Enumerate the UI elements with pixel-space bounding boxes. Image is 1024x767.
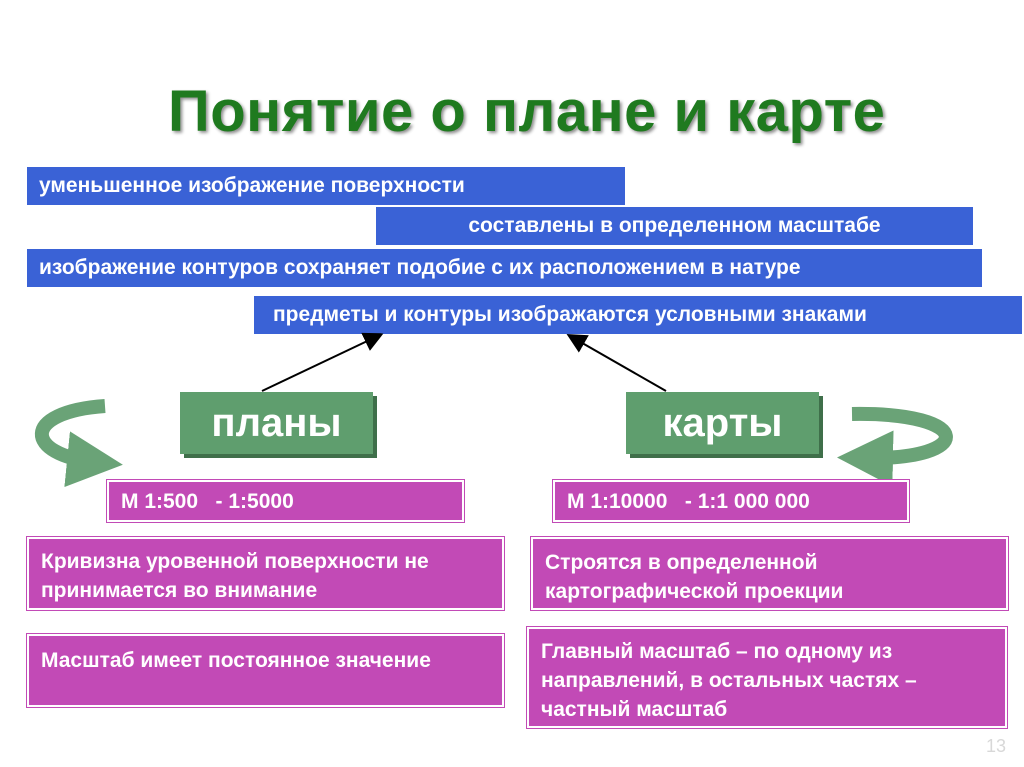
plans-label: планы	[211, 400, 342, 445]
definition-text: составлены в определенном масштабе	[468, 214, 881, 237]
maps-label-box	[626, 392, 819, 454]
right-curved-arrow-icon	[852, 414, 946, 458]
definition-text: предметы и контуры изображаются условными знаками	[273, 303, 867, 326]
definition-text: уменьшенное изображение поверхности	[39, 174, 465, 197]
plans-scale-box	[107, 480, 464, 522]
plans-property-2	[27, 634, 504, 707]
plans-label-box	[180, 392, 373, 454]
maps-label: карты	[662, 400, 783, 445]
maps-scale-box	[553, 480, 909, 522]
property-text: Строятся в определенной картографической проекции	[545, 551, 844, 603]
page-number: 13	[985, 736, 1006, 756]
property-text: Кривизна уровенной поверхности не принимается во внимание	[41, 550, 429, 602]
maps-arrow	[570, 336, 666, 391]
property-text: Масштаб имеет постоянное значение	[41, 649, 431, 672]
maps-scale: М 1:10000 - 1:1 000 000	[567, 489, 810, 513]
maps-property-1	[531, 537, 1008, 610]
left-curved-arrow-icon	[42, 406, 105, 462]
property-text: Главный масштаб – по одному из направлений, в остальных частях – частный масштаб	[541, 640, 917, 721]
definition-text: изображение контуров сохраняет подобие с их расположением в натуре	[39, 256, 801, 279]
slide-title: Понятие о плане и карте	[168, 79, 886, 144]
plans-scale: М 1:500 - 1:5000	[121, 489, 294, 513]
plans-property-1	[27, 537, 504, 610]
maps-property-2	[527, 627, 1007, 728]
plans-arrow	[262, 335, 380, 391]
